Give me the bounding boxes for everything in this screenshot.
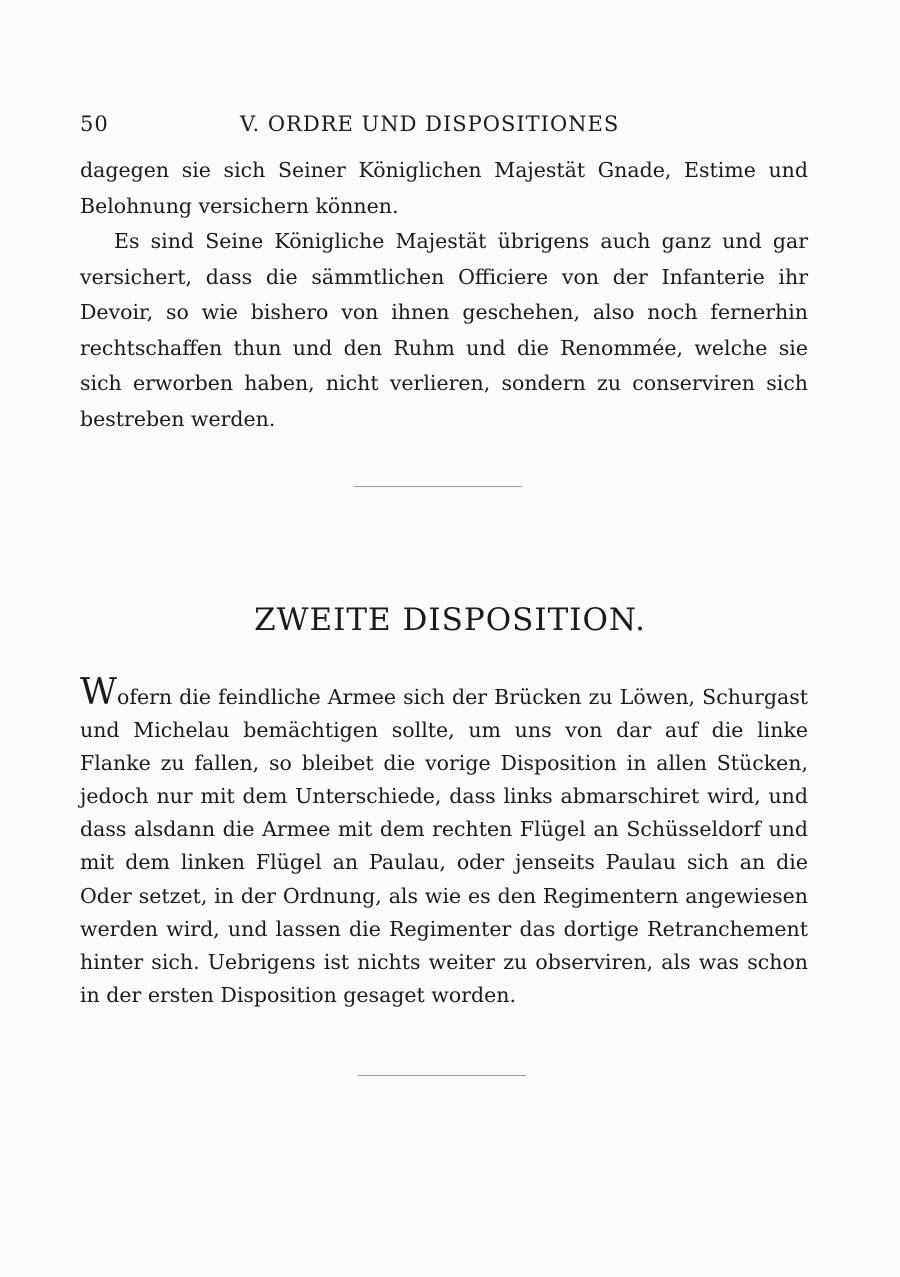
section-divider — [354, 486, 522, 487]
paragraph: Es sind Seine Königliche Majestät übrigens auch ganz und gar versichert, dass die sämmtlichen Officiere von der Infanterie ihr Devoir, so wie bishero von ihnen geschehen, also noch fernerhin rechtschaffen thun und den Ruhm und die Renommée, welche sie sich erworben haben, nicht verlieren, sondern zu conserviren sich bestreben werden. — [80, 229, 808, 431]
running-head — [80, 112, 820, 144]
initial-letter: W — [80, 672, 118, 713]
section-body-text: ofern die feindliche Armee sich der Brücken zu Löwen, Schurgast und Michelau bemächtigen sollte, um uns von dar auf die linke Flanke zu fallen, so bleibet die vorige Disposition in allen Stücken, jedoch nur mit dem Unterschiede, dass links abmarschiret wird, und dass alsdann die Armee mit dem rechten Flügel an Schüsseldorf und mit dem linken Flügel an Paulau, oder jenseits Paulau sich an die Oder setzet, in der Ordnung, als wie es den Regimentern angewiesen werden wird, und lassen die Regimenter das dortige Retranchement hinter sich. Uebrigens ist nichts weiter zu observiren, als was schon in der ersten Disposition gesaget worden. — [80, 685, 808, 1007]
end-divider — [358, 1075, 526, 1076]
continued-paragraph: dagegen sie sich Seiner Königlichen Majestät Gnade, Estime und Belohnung versichern können. — [80, 158, 808, 218]
section-heading: ZWEITE DISPOSITION. — [254, 602, 646, 638]
page-number: 50 — [80, 112, 109, 136]
section-paragraph — [80, 672, 808, 1012]
running-title: V. ORDRE UND DISPOSITIONES — [240, 112, 620, 136]
